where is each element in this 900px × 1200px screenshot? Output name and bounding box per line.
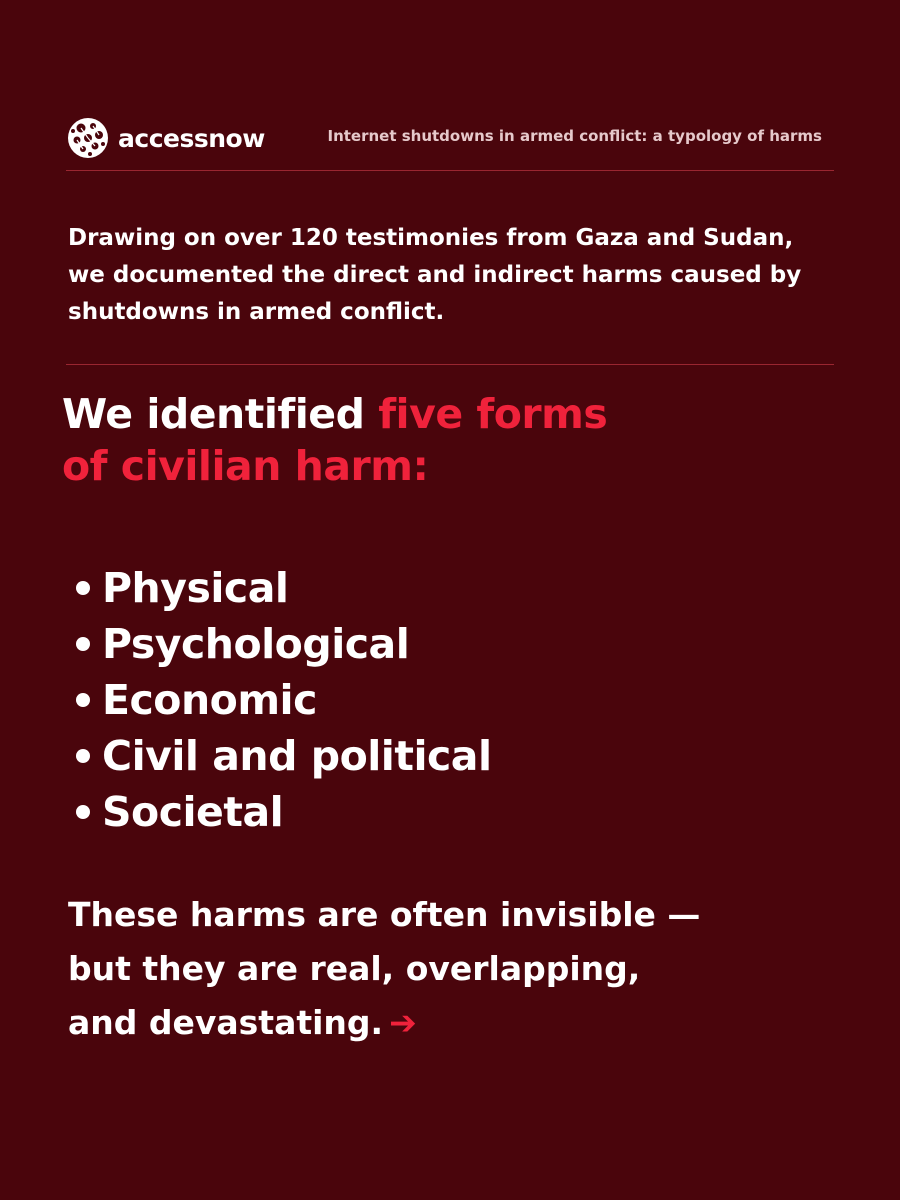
closing-line: but they are real, overlapping, (68, 949, 641, 988)
bullet-icon (76, 749, 90, 763)
headline-accent: five forms (378, 390, 608, 438)
harm-label: Civil and political (102, 732, 492, 780)
closing-line: and devastating. (68, 1003, 384, 1042)
harm-label: Societal (102, 788, 284, 836)
divider (66, 364, 834, 365)
brand-wordmark: accessnow (118, 123, 265, 153)
harm-label: Economic (102, 676, 317, 724)
report-tagline: Internet shutdowns in armed conflict: a typology of harms (327, 127, 822, 145)
brand-logo[interactable] (66, 116, 265, 160)
list-item (72, 560, 492, 616)
intro-line: shutdowns in armed conflict. (68, 299, 445, 325)
divider (66, 170, 834, 171)
closing-text (68, 888, 868, 1050)
intro-text (68, 220, 838, 331)
intro-line: Drawing on over 120 testimonies from Gaza and Sudan, (68, 225, 794, 251)
bullet-icon (76, 581, 90, 595)
bullet-icon (76, 693, 90, 707)
harms-list (72, 560, 492, 840)
headline (62, 388, 852, 492)
list-item (72, 784, 492, 840)
list-item (72, 672, 492, 728)
bullet-icon (76, 637, 90, 651)
list-item (72, 616, 492, 672)
arrow-right-icon: ➔ (389, 1003, 417, 1042)
globe-logo-icon (66, 116, 110, 160)
headline-lead: We identified (62, 390, 379, 438)
bullet-icon (76, 805, 90, 819)
closing-line: These harms are often invisible — (68, 895, 701, 934)
harm-label: Physical (102, 564, 289, 612)
list-item (72, 728, 492, 784)
headline-accent: of civilian harm: (62, 442, 429, 490)
intro-line: we documented the direct and indirect harms caused by (68, 262, 802, 288)
header (66, 112, 834, 162)
harm-label: Psychological (102, 620, 410, 668)
